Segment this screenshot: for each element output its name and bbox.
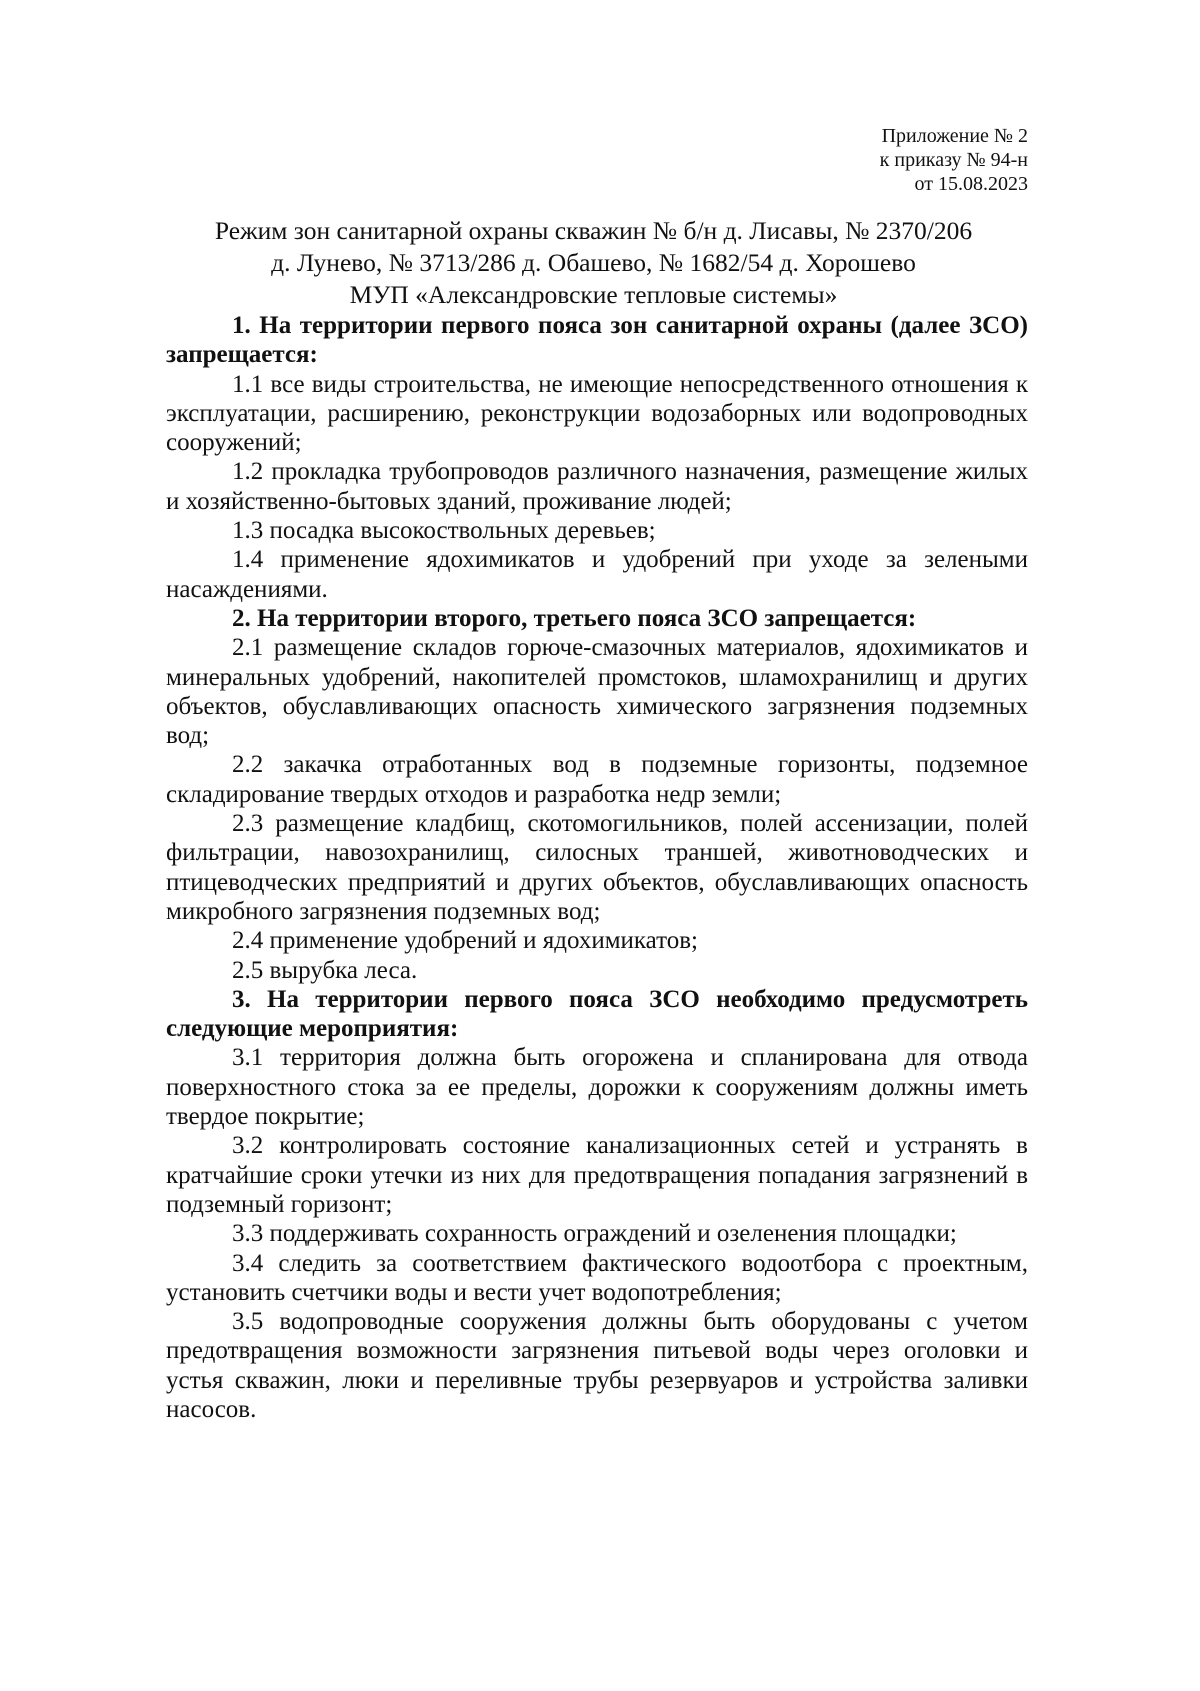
list-item-3-5: 3.5 водопроводные сооружения должны быть оборудованы с учетом предотвращения возможности загрязнения питьевой воды через оголовки и устья скважин, люки и переливные трубы резервуаров и устройства заливки насосов. <box>166 1308 1028 1423</box>
list-item-2-3: 2.3 размещение кладбищ, скотомогильников, полей ассенизации, полей фильтрации, навозохранилищ, силосных траншей, животноводческих и птицеводческих предприятий и других объектов, обуславливающих опасность микробного загрязнения подземных вод; <box>166 810 1028 925</box>
appendix-number: Приложение № 2 <box>881 125 1028 147</box>
list-item-1-4: 1.4 применение ядохимикатов и удобрений при уходе за зелеными насаждениями. <box>166 546 1028 603</box>
list-item-2-1: 2.1 размещение складов горюче-смазочных материалов, ядохимикатов и минеральных удобрений, накопителей промстоков, шламохранилищ и других объектов, обуславливающих опасность химического загрязнения подземных вод; <box>166 634 1028 750</box>
appendix-reference <box>880 124 1028 196</box>
title-line-1: Режим зон санитарной охраны скважин № б/н д. Лисавы, № 2370/206 <box>214 216 973 245</box>
list-item-3-2: 3.2 контролировать состояние канализационных сетей и устранять в кратчайшие сроки утечки из них для предотвращения попадания загрязнений в подземный горизонт; <box>166 1132 1028 1218</box>
list-item-1-3: 1.3 посадка высокоствольных деревьев; <box>232 517 656 545</box>
list-item-2-2: 2.2 закачка отработанных вод в подземные горизонты, подземное складирование твердых отходов и разработка недр земли; <box>166 751 1028 808</box>
list-item-2-5: 2.5 вырубка леса. <box>232 956 418 984</box>
section-2-heading: 2. На территории второго, третьего пояса ЗСО запрещается: <box>232 604 917 632</box>
list-item-2-4: 2.4 применение удобрений и ядохимикатов; <box>232 927 698 955</box>
document-title <box>120 215 1067 311</box>
title-line-2: д. Лунево, № 3713/286 д. Обашево, № 1682/54 д. Хорошево <box>271 248 916 277</box>
appendix-date: от 15.08.2023 <box>914 173 1028 195</box>
section-3-heading: 3. На территории первого пояса ЗСО необходимо предусмотреть следующие мероприятия: <box>166 985 1028 1043</box>
document-body <box>166 311 1028 1424</box>
section-1-heading: 1. На территории первого пояса зон санитарной охраны (далее ЗСО) запрещается: <box>166 312 1028 369</box>
list-item-3-3: 3.3 поддерживать сохранность ограждений и озеленения площадки; <box>232 1220 957 1248</box>
list-item-1-1: 1.1 все виды строительства, не имеющие непосредственного отношения к эксплуатации, расширению, реконструкции водозаборных или водопроводных сооружений; <box>166 370 1028 457</box>
appendix-order-ref: к приказу № 94-н <box>879 149 1028 171</box>
list-item-3-4: 3.4 следить за соответствием фактического водоотбора с проектным, установить счетчики воды и вести учет водопотребления; <box>166 1249 1028 1306</box>
list-item-1-2: 1.2 прокладка трубопроводов различного назначения, размещение жилых и хозяйственно-бытовых зданий, проживание людей; <box>166 458 1028 515</box>
list-item-3-1: 3.1 территория должна быть огорожена и спланирована для отвода поверхностного стока за ее пределы, дорожки к сооружениям должны иметь твердое покрытие; <box>166 1044 1028 1131</box>
title-line-3: МУП «Александровские тепловые системы» <box>349 280 838 309</box>
